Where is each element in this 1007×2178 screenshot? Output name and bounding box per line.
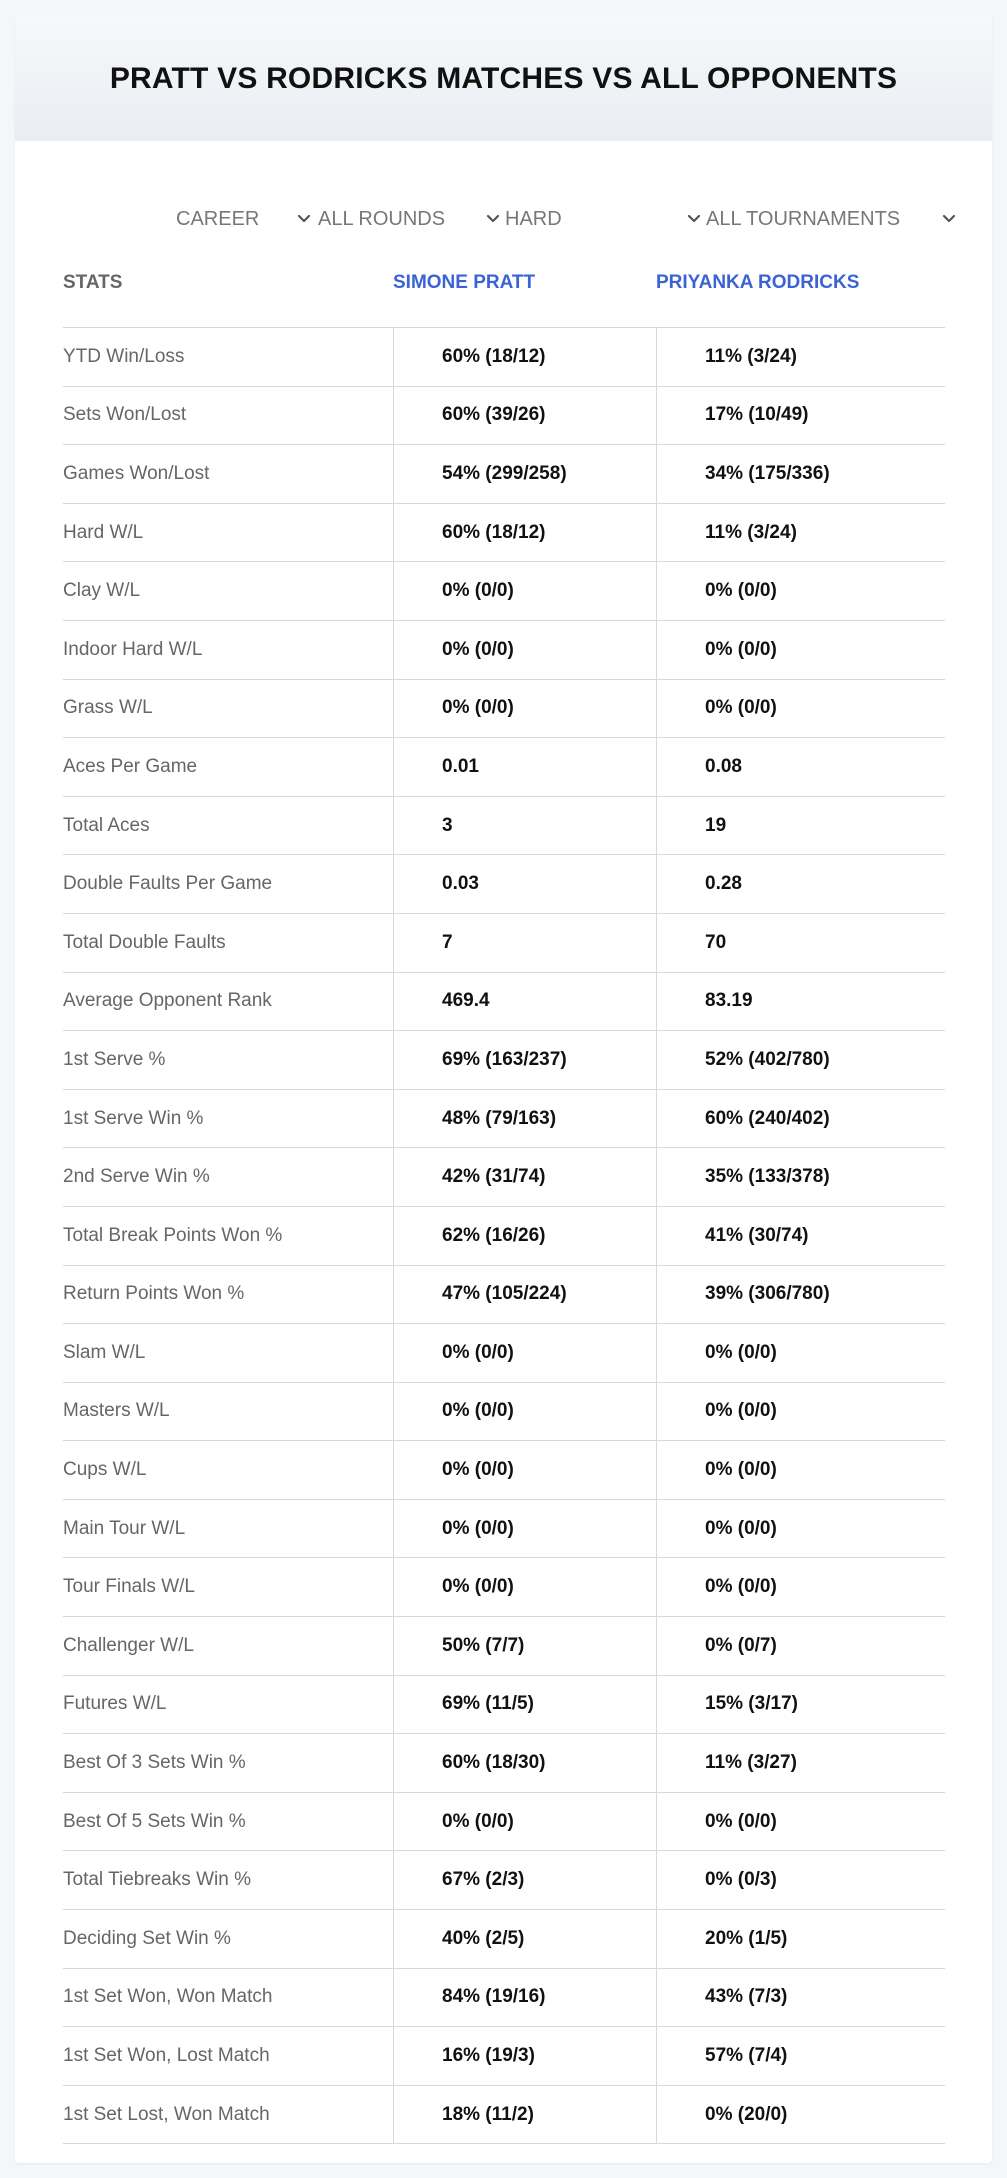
stat-label: Clay W/L [63,580,141,602]
tournaments-select[interactable] [706,201,956,237]
stat-label: Best Of 3 Sets Win % [63,1752,246,1774]
player1-value: 60% (39/26) [393,387,656,445]
rounds-select[interactable] [318,201,500,237]
table-row [63,1617,945,1676]
player1-value: 50% (7/7) [393,1617,656,1675]
table-row [63,797,945,856]
player1-value: 0% (0/0) [393,1500,656,1558]
player1-value: 7 [393,914,656,972]
stat-label: YTD Win/Loss [63,345,185,367]
player1-value: 0% (0/0) [393,1793,656,1851]
stat-label: Double Faults Per Game [63,873,273,895]
table-row [63,621,945,680]
player2-value: 17% (10/49) [656,387,945,445]
surface-select-label: HARD [505,207,562,230]
player1-value: 3 [393,797,656,855]
stats-column-header: STATS [63,272,123,293]
table-row [63,1851,945,1910]
table-header [63,255,945,328]
table-row [63,680,945,739]
stat-label: Total Break Points Won % [63,1224,283,1246]
player2-value: 35% (133/378) [656,1148,945,1206]
table-row [63,1090,945,1149]
table-row [63,1266,945,1325]
surface-select[interactable] [505,201,701,237]
player2-value: 15% (3/17) [656,1676,945,1734]
table-row [63,2086,945,2145]
player1-value: 0.03 [393,855,656,913]
player2-value: 11% (3/24) [656,328,945,386]
table-row [63,328,945,387]
player2-value: 0% (0/3) [656,1851,945,1909]
player1-value: 69% (11/5) [393,1676,656,1734]
stat-label: Indoor Hard W/L [63,638,203,660]
player2-value: 0% (0/0) [656,1558,945,1616]
player1-value: 0% (0/0) [393,1558,656,1616]
player2-value: 20% (1/5) [656,1910,945,1968]
player2-column-header[interactable]: PRIYANKA RODRICKS [656,272,860,293]
player2-value: 0% (20/0) [656,2086,945,2144]
player1-value: 0.01 [393,738,656,796]
stat-label: Aces Per Game [63,755,198,777]
stat-label: 1st Set Won, Lost Match [63,2045,270,2067]
stat-label: Grass W/L [63,697,153,719]
stat-label: 1st Serve Win % [63,1107,204,1129]
table-row [63,855,945,914]
player1-value: 0% (0/0) [393,562,656,620]
stat-label: Total Double Faults [63,931,226,953]
player1-value: 60% (18/12) [393,504,656,562]
stats-card [15,15,992,2163]
player2-value: 0% (0/0) [656,1500,945,1558]
player2-value: 70 [656,914,945,972]
player2-value: 0% (0/0) [656,1383,945,1441]
career-select-label: CAREER [176,207,260,230]
table-body [63,328,945,2144]
player2-value: 43% (7/3) [656,1969,945,2027]
player1-value: 54% (299/258) [393,445,656,503]
player1-value: 42% (31/74) [393,1148,656,1206]
stat-label: 1st Serve % [63,1048,166,1070]
stat-label: Challenger W/L [63,1634,194,1656]
stat-label: Total Aces [63,814,150,836]
player1-value: 62% (16/26) [393,1207,656,1265]
player2-value: 60% (240/402) [656,1090,945,1148]
table-row [63,1031,945,1090]
stat-label: Best Of 5 Sets Win % [63,1810,246,1832]
player1-value: 0% (0/0) [393,1383,656,1441]
player1-value: 0% (0/0) [393,1324,656,1382]
stat-label: 1st Set Lost, Won Match [63,2103,270,2125]
player2-value: 0% (0/0) [656,1324,945,1382]
stat-label: 1st Set Won, Won Match [63,1986,273,2008]
player2-value: 39% (306/780) [656,1266,945,1324]
stat-label: Slam W/L [63,1341,146,1363]
player2-value: 83.19 [656,973,945,1031]
stat-label: Average Opponent Rank [63,990,272,1012]
table-row [63,1676,945,1735]
stat-label: Deciding Set Win % [63,1927,231,1949]
stat-label: Masters W/L [63,1400,170,1422]
table-row [63,1734,945,1793]
stat-label: Futures W/L [63,1693,167,1715]
tournaments-select-label: ALL TOURNAMENTS [706,207,901,230]
player2-value: 0.28 [656,855,945,913]
card-header [15,15,992,141]
stat-label: Total Tiebreaks Win % [63,1869,251,1891]
stat-label: 2nd Serve Win % [63,1166,210,1188]
rounds-select-label: ALL ROUNDS [318,207,446,230]
player1-value: 40% (2/5) [393,1910,656,1968]
chevron-down-icon [687,212,701,226]
player1-value: 84% (19/16) [393,1969,656,2027]
stats-table [63,255,945,2144]
stat-label: Sets Won/Lost [63,404,187,426]
player2-value: 57% (7/4) [656,2027,945,2085]
table-row [63,1207,945,1266]
player2-value: 34% (175/336) [656,445,945,503]
player1-value: 60% (18/12) [393,328,656,386]
player1-value: 60% (18/30) [393,1734,656,1792]
player1-value: 48% (79/163) [393,1090,656,1148]
table-row [63,1441,945,1500]
player2-value: 0% (0/0) [656,562,945,620]
stat-label: Tour Finals W/L [63,1576,195,1598]
player1-value: 0% (0/0) [393,1441,656,1499]
table-row [63,1969,945,2028]
table-row [63,973,945,1032]
table-row [63,1793,945,1852]
table-row [63,2027,945,2086]
player1-value: 0% (0/0) [393,621,656,679]
player1-value: 47% (105/224) [393,1266,656,1324]
player2-value: 0% (0/0) [656,1793,945,1851]
player2-value: 0% (0/0) [656,621,945,679]
table-row [63,387,945,446]
table-row [63,562,945,621]
career-select[interactable] [176,201,311,237]
stat-label: Return Points Won % [63,1283,245,1305]
page-title: PRATT VS RODRICKS MATCHES VS ALL OPPONENTS [109,62,898,95]
player2-value: 0% (0/0) [656,1441,945,1499]
player1-value: 69% (163/237) [393,1031,656,1089]
player1-column-header[interactable]: SIMONE PRATT [393,272,536,293]
player2-value: 11% (3/24) [656,504,945,562]
stat-label: Games Won/Lost [63,462,210,484]
player2-value: 52% (402/780) [656,1031,945,1089]
player1-value: 67% (2/3) [393,1851,656,1909]
chevron-down-icon [297,212,311,226]
player1-value: 18% (11/2) [393,2086,656,2144]
filter-bar [15,189,992,249]
player2-value: 19 [656,797,945,855]
stat-label: Main Tour W/L [63,1517,186,1539]
player1-value: 0% (0/0) [393,680,656,738]
player2-value: 11% (3/27) [656,1734,945,1792]
chevron-down-icon [942,212,956,226]
table-row [63,1500,945,1559]
table-row [63,1558,945,1617]
table-row [63,1910,945,1969]
player2-value: 0.08 [656,738,945,796]
table-row [63,914,945,973]
stat-label: Hard W/L [63,521,144,543]
player2-value: 41% (30/74) [656,1207,945,1265]
stat-label: Cups W/L [63,1459,147,1481]
player2-value: 0% (0/0) [656,680,945,738]
table-row [63,1324,945,1383]
player2-value: 0% (0/7) [656,1617,945,1675]
table-row [63,504,945,563]
table-row [63,1383,945,1442]
table-row [63,1148,945,1207]
table-row [63,445,945,504]
chevron-down-icon [486,212,500,226]
player1-value: 16% (19/3) [393,2027,656,2085]
table-row [63,738,945,797]
player1-value: 469.4 [393,973,656,1031]
